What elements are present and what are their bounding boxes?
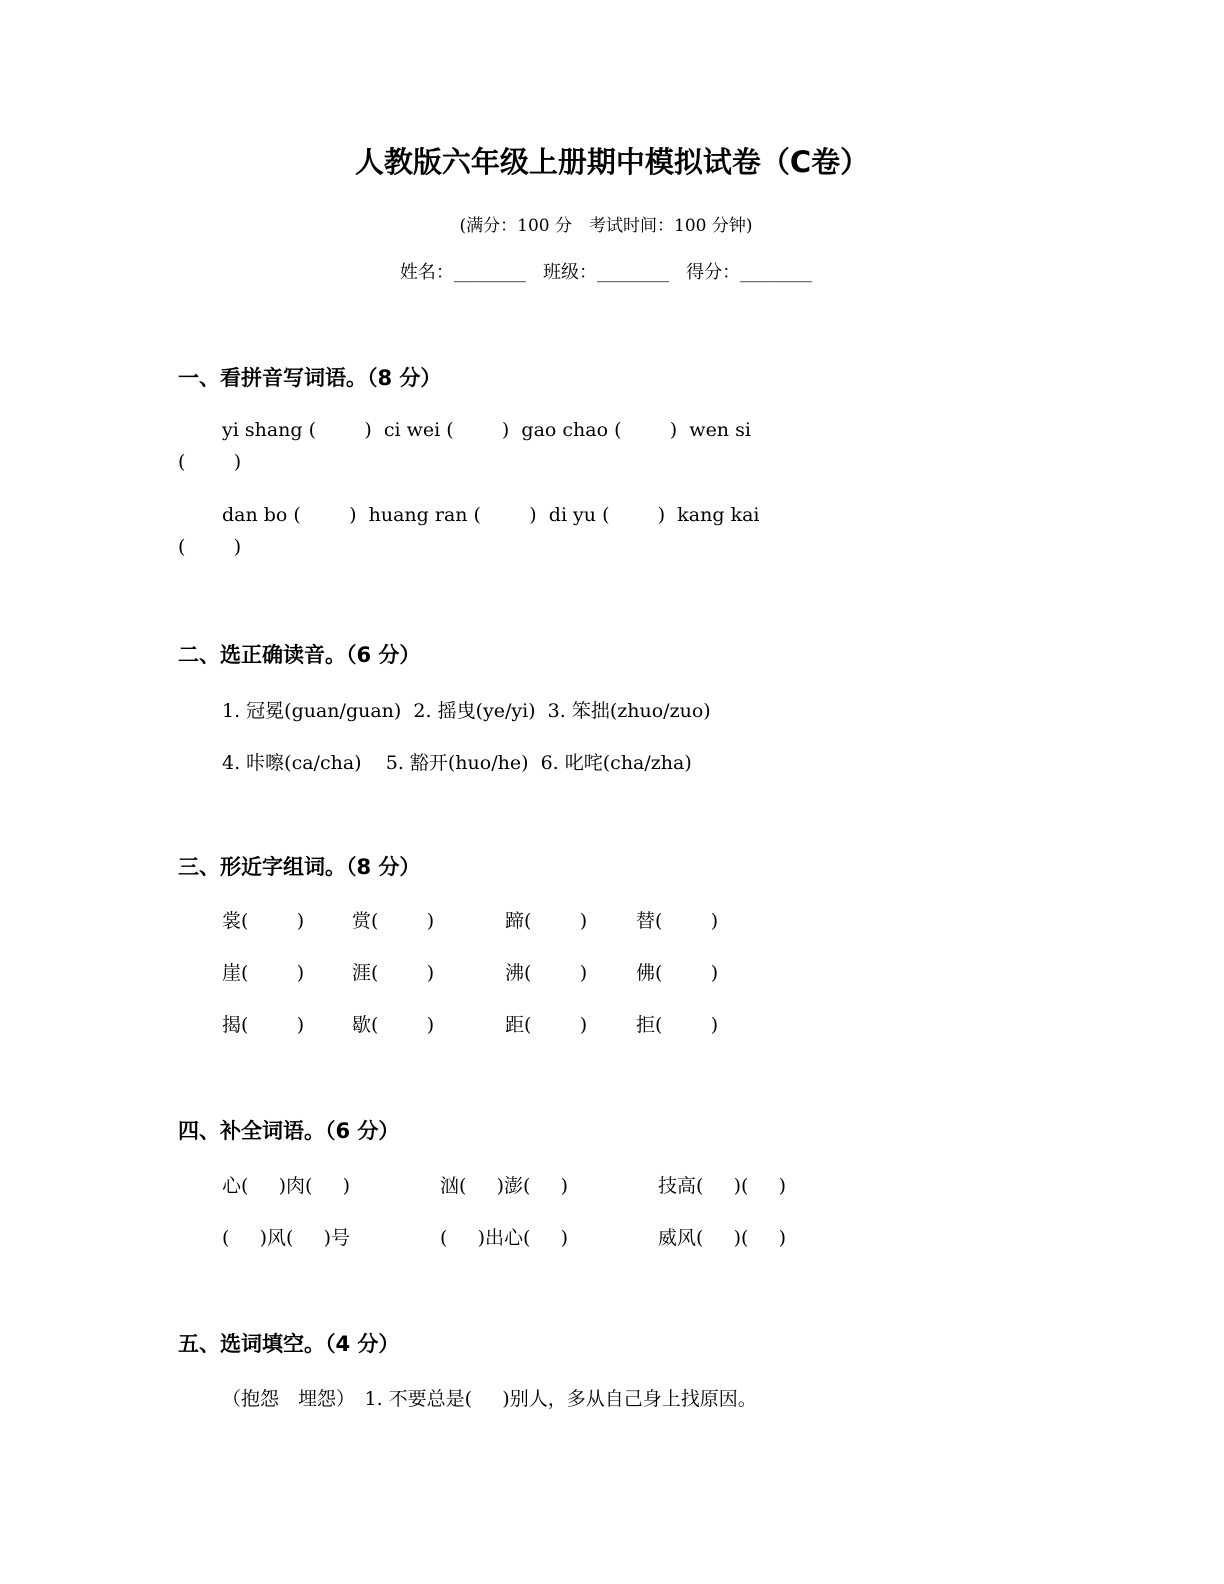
idiom-item: ( )风( )号 bbox=[222, 1227, 351, 1249]
word-group-item: 距( ) bbox=[505, 1014, 588, 1036]
section-3-heading: 三、形近字组词。（8 分） bbox=[178, 855, 421, 879]
score-label: 得分： bbox=[686, 262, 741, 283]
page-title: 人教版六年级上册期中模拟试卷（C卷） bbox=[354, 145, 870, 179]
word-group-item: 佛( ) bbox=[636, 962, 719, 984]
class-label: 班级： bbox=[543, 262, 597, 283]
section-1-row-2-cont: ( ) bbox=[178, 536, 242, 558]
word-group-item: 赏( ) bbox=[352, 910, 435, 932]
word-group-item: 裳( ) bbox=[222, 910, 305, 932]
section-2-heading: 二、选正确读音。（6 分） bbox=[178, 643, 421, 667]
idiom-item: 心( )肉( ) bbox=[222, 1175, 351, 1197]
word-group-item: 歇( ) bbox=[352, 1014, 435, 1036]
word-group-item: 替( ) bbox=[636, 910, 719, 932]
section-1-heading: 一、看拼音写词语。（8 分） bbox=[178, 366, 442, 390]
student-info-line bbox=[0, 258, 1212, 284]
word-group-item: 涯( ) bbox=[352, 962, 435, 984]
idiom-item: 汹( )澎( ) bbox=[440, 1175, 569, 1197]
word-group-item: 蹄( ) bbox=[505, 910, 588, 932]
section-1-row-2: dan bo ( ) huang ran ( ) di yu ( ) kang kai bbox=[222, 504, 760, 526]
word-group-item: 崖( ) bbox=[222, 962, 305, 984]
idiom-item: 技高( )( ) bbox=[658, 1175, 787, 1197]
section-2-row-2: 4. 咔嚓(ca/cha) 5. 豁开(huo/he) 6. 叱咤(cha/zha) bbox=[222, 752, 692, 774]
section-2-row-1: 1. 冠冕(guan/guan) 2. 摇曳(ye/yi) 3. 笨拙(zhuo/zuo) bbox=[222, 700, 711, 722]
section-5-heading: 五、选词填空。（4 分） bbox=[178, 1332, 400, 1356]
section-1-row-1: yi shang ( ) ci wei ( ) gao chao ( ) wen si bbox=[222, 419, 751, 441]
idiom-item: 威风( )( ) bbox=[658, 1227, 787, 1249]
name-label: 姓名： bbox=[399, 262, 454, 283]
section-5-row-1: （抱怨 埋怨） 1. 不要总是( )别人，多从自己身上找原因。 bbox=[222, 1388, 757, 1410]
idiom-item: ( )出心( ) bbox=[440, 1227, 569, 1249]
section-1-row-1-cont: ( ) bbox=[178, 451, 242, 473]
class-blank[interactable]: ________ bbox=[597, 262, 669, 283]
word-group-item: 揭( ) bbox=[222, 1014, 305, 1036]
word-group-item: 拒( ) bbox=[636, 1014, 719, 1036]
name-blank[interactable]: ________ bbox=[453, 262, 526, 283]
word-group-item: 沸( ) bbox=[505, 962, 588, 984]
exam-info-subtitle: (满分：100 分 考试时间：100 分钟) bbox=[459, 216, 753, 236]
score-blank[interactable]: ________ bbox=[740, 262, 813, 283]
section-4-heading: 四、补全词语。（6 分） bbox=[178, 1119, 400, 1143]
